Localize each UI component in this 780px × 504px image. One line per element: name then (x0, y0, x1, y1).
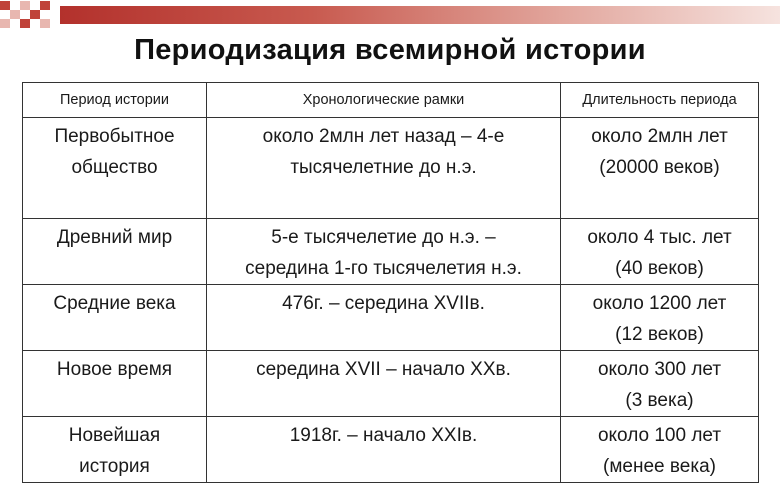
cell-period (23, 219, 207, 285)
table-row (23, 118, 759, 219)
cell-text: Новое время (56, 359, 173, 380)
cell-duration (561, 118, 759, 219)
cell-text: около 2млн лет (591, 126, 728, 147)
cell-period (23, 417, 207, 483)
cell-text: середина 1-го тысячелетия н.э. (245, 258, 522, 279)
checker-square (0, 19, 10, 28)
cell-text: (20000 веков) (599, 157, 720, 178)
checker-square (20, 1, 30, 10)
cell-range (207, 417, 561, 483)
header-duration: Длительность периода (561, 83, 759, 118)
table-row (23, 351, 759, 417)
header-range: Хронологические рамки (207, 83, 561, 118)
cell-duration (561, 351, 759, 417)
cell-text: общество (71, 157, 158, 178)
page-title: Периодизация всемирной истории (134, 34, 646, 66)
header-red-bar (60, 6, 780, 24)
cell-duration (561, 285, 759, 351)
periodization-table (22, 82, 759, 483)
cell-text: середина XVII – начало XXв. (256, 359, 511, 380)
cell-text: Новейшая (68, 425, 161, 446)
cell-text: (40 веков) (615, 258, 704, 279)
header-period: Период истории (23, 83, 207, 118)
cell-range (207, 219, 561, 285)
cell-text: Средние века (53, 293, 176, 314)
cell-period (23, 118, 207, 219)
cell-text: около 100 лет (597, 425, 722, 446)
cell-text: около 4 тыс. лет (587, 227, 732, 248)
cell-text: Древний мир (56, 227, 173, 248)
cell-duration (561, 219, 759, 285)
cell-text: около 300 лет (597, 359, 722, 380)
table-row (23, 285, 759, 351)
table-row (23, 219, 759, 285)
cell-period (23, 285, 207, 351)
cell-text: 5-е тысячелетие до н.э. – (271, 227, 496, 248)
header-decoration (0, 0, 780, 28)
cell-text: (3 века) (625, 390, 694, 411)
cell-period (23, 351, 207, 417)
cell-range (207, 285, 561, 351)
cell-text: Первобытное (54, 126, 175, 147)
checker-square (0, 1, 10, 10)
cell-duration (561, 417, 759, 483)
checker-square (40, 1, 50, 10)
cell-text: история (79, 456, 150, 477)
table-row (23, 417, 759, 483)
cell-text: (12 веков) (615, 324, 704, 345)
cell-text: 1918г. – начало XXIв. (289, 425, 478, 446)
cell-text: около 2млн лет назад – 4-е (262, 126, 505, 147)
checker-square (40, 19, 50, 28)
checker-square (30, 10, 40, 19)
checker-pattern (0, 0, 60, 28)
cell-text: около 1200 лет (592, 293, 727, 314)
checker-square (10, 10, 20, 19)
cell-text: тысячелетние до н.э. (290, 157, 477, 178)
cell-text: 476г. – середина XVIIв. (282, 293, 485, 314)
table-header-row (23, 83, 759, 118)
checker-square (20, 19, 30, 28)
cell-range (207, 351, 561, 417)
cell-range (207, 118, 561, 219)
cell-text: (менее века) (603, 456, 716, 477)
